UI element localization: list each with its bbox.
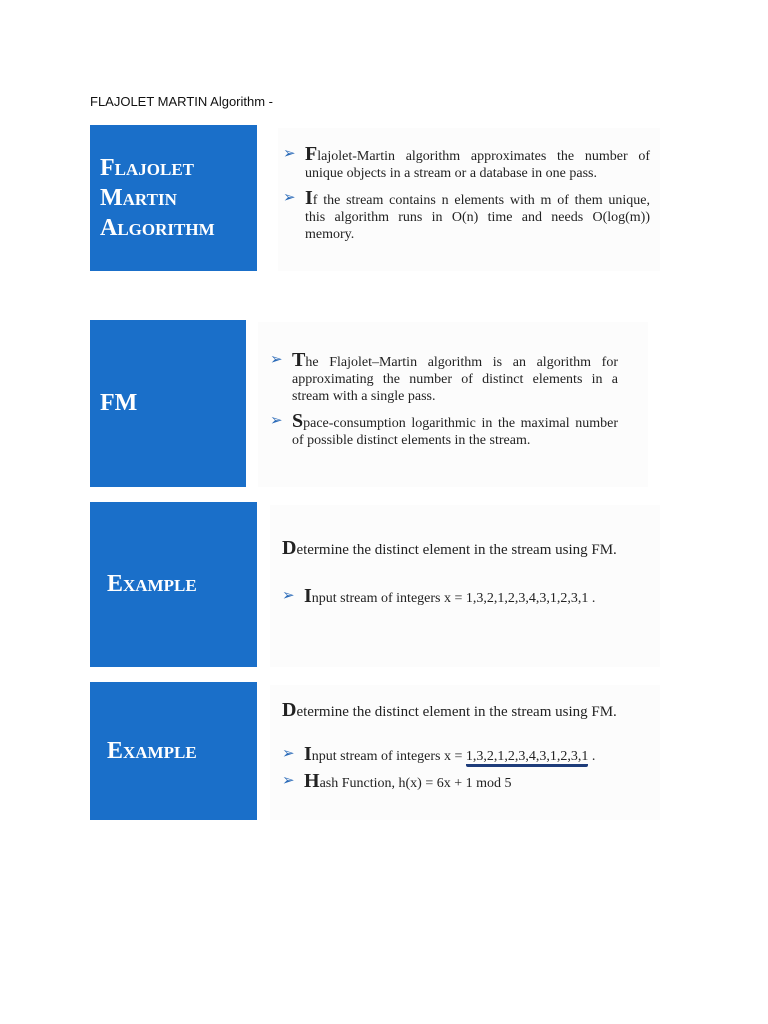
slide2-title: FM	[100, 390, 138, 416]
slide1-title-line: Martin	[100, 185, 177, 211]
bullet-text: pace-consumption logarithmic in the maximal number of possible distinct elements in the stream.	[292, 416, 618, 448]
bullet-text: nput stream of integers x = 1,3,2,1,2,3,4,3,1,2,3,1 .	[311, 591, 596, 606]
slide1-title-line: Flajolet	[100, 155, 195, 181]
slide4-text	[270, 685, 660, 820]
initial: I	[304, 585, 312, 607]
initial: F	[305, 143, 318, 165]
arrow-bullet-icon: ➢	[282, 746, 295, 762]
input-bullet: ➢ Input stream of integers x = 1,3,2,1,2,3,4,3,1,2,3,1 .	[282, 743, 596, 765]
arrow-bullet-icon: ➢	[270, 352, 283, 368]
slide3-title: Example	[107, 571, 197, 597]
arrow-bullet-icon: ➢	[283, 146, 296, 162]
slide4-title-box	[90, 682, 257, 820]
initial: T	[292, 349, 306, 371]
slide1-title-box	[90, 125, 257, 271]
initial: I	[305, 187, 313, 209]
slide3-title-box	[90, 502, 257, 667]
slide1-text	[278, 128, 660, 271]
bullet	[270, 410, 618, 449]
bullet-text: lajolet-Martin algorithm approximates the number of unique objects in a stream or a database in one pass.	[305, 149, 650, 181]
bullet	[270, 349, 618, 405]
slide4-title: Example	[107, 737, 197, 764]
arrow-bullet-icon: ➢	[270, 413, 283, 429]
hash-bullet: ➢ Hash Function, h(x) = 6x + 1 mod 5	[282, 770, 512, 792]
bullet	[283, 187, 650, 243]
initial: S	[292, 410, 304, 432]
bullet	[282, 585, 650, 607]
document-heading: FLAJOLET MARTIN Algorithm -	[90, 94, 274, 109]
arrow-bullet-icon: ➢	[283, 190, 296, 206]
bullet-text: f the stream contains n elements with m of them unique, this algorithm runs in O(n) time and needs O(log(m)) memory.	[305, 193, 650, 242]
bullet-text: he Flajolet–Martin algorithm is an algorithm for approximating the number of distinct elements in a stream with a single pass.	[292, 355, 618, 404]
slide2-text	[258, 322, 648, 487]
arrow-bullet-icon: ➢	[282, 588, 295, 604]
slide1-title-line: Algorithm	[100, 215, 215, 241]
underlined-stream-values: 1,3,2,1,2,3,4,3,1,2,3,1	[466, 749, 589, 767]
instruction: Determine the distinct element in the stream using FM.	[282, 537, 617, 559]
bullet	[283, 143, 650, 182]
instruction: Determine the distinct element in the stream using FM.	[282, 699, 617, 721]
slide3-text	[270, 505, 660, 667]
arrow-bullet-icon: ➢	[282, 773, 295, 789]
slide2-title-box	[90, 320, 246, 487]
